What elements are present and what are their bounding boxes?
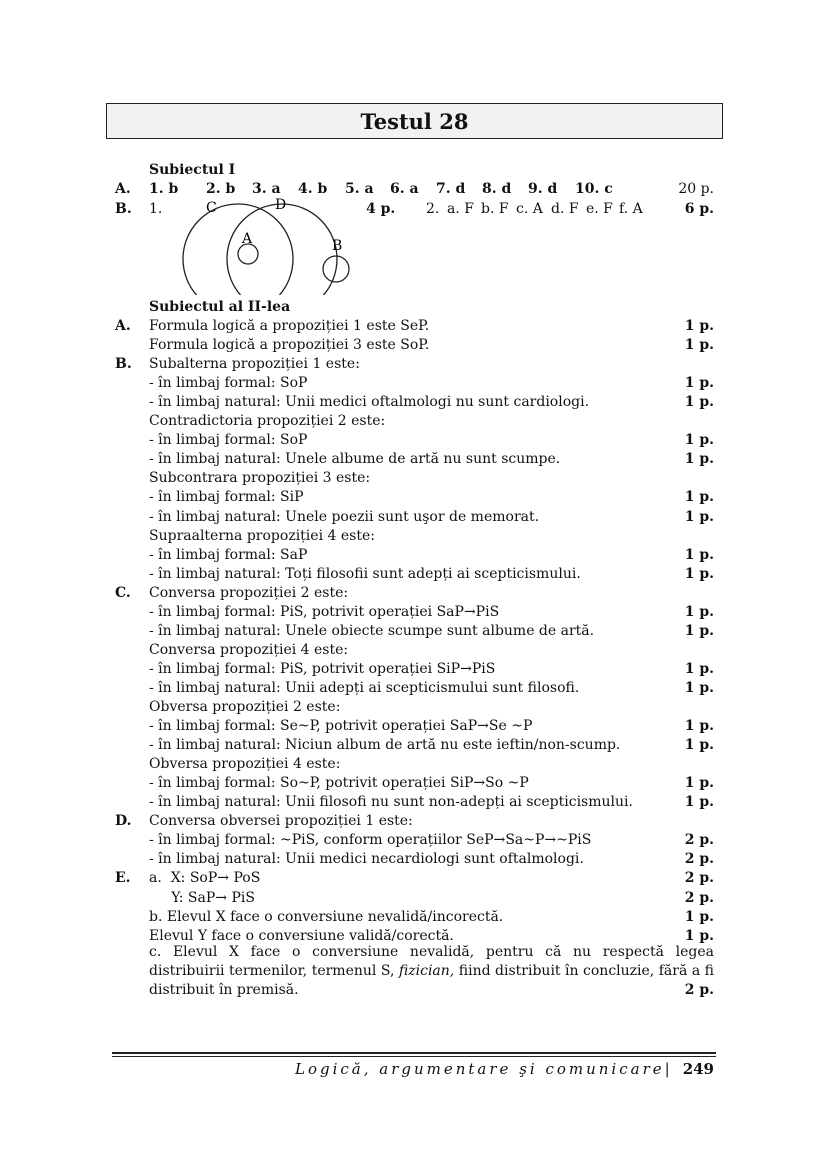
row-text: - în limbaj formal: Se~P, potrivit operației SaP→Se ~P [149,718,533,735]
row-text: - în limbaj formal: SaP [149,546,308,563]
row-text: Conversa obversei propoziției 1 este: [149,813,413,830]
row-letter: D. [115,813,132,830]
answer-row [0,509,828,528]
row-points: 1 p. [684,451,714,468]
answer-row [0,623,828,642]
answer-row [0,375,828,394]
row-text: - în limbaj formal: SoP [149,432,308,449]
s1-letter-b: B. [115,201,132,217]
row-points: 1 p. [684,603,714,620]
s1-answer-9: 9. d [528,181,558,197]
row-text: Formula logică a propoziției 1 este SeP. [149,318,430,334]
final-text-italic: fizician, [398,963,455,979]
row-points: 2 p. [684,851,714,868]
row-points: 2 p. [684,870,714,887]
row-text: Subcontrara propoziției 3 este: [149,470,371,487]
answer-row [0,642,828,661]
answer-row [0,394,828,413]
row-text: - în limbaj natural: Unii medici necardiologi sunt oftalmologi. [149,851,584,868]
row-text: - în limbaj formal: PiS, potrivit operației SaP→PiS [149,603,500,620]
answer-row [0,470,828,489]
answer-row [0,813,828,832]
answer-row [0,890,828,909]
footer-rule [112,1052,716,1054]
answer-row [0,737,828,756]
row-text: - în limbaj natural: Unele poezii sunt uşor de memorat. [149,508,540,525]
final-text-2: fiind distribuit în concluzie, fără a fi distribuit în premisă. [149,963,715,998]
subject-1-heading: Subiectul I [149,162,236,178]
s1-b-answer-a: a. F [447,201,474,217]
s1-answer-7: 7. d [436,181,466,197]
row-letter: B. [115,356,132,373]
final-points: 2 p. [684,982,714,998]
row-text: Elevul Y face o conversiune validă/corectă. [149,927,454,944]
row-text: - în limbaj formal: So~P, potrivit operației SiP→So ~P [149,775,529,792]
row-text: Supraalterna propoziției 4 este: [149,527,375,544]
row-text: - în limbaj natural: Toți filosofii sunt adepți ai scepticismului. [149,565,581,582]
answer-row [0,451,828,470]
row-text: - în limbaj formal: PiS, potrivit operației SiP→PiS [149,660,496,677]
row-text: Conversa propoziției 2 este: [149,584,349,601]
s1-b-answer-c: c. A [516,201,543,217]
s1-b-item1-points: 4 p. [366,201,396,217]
circle-c [183,204,293,295]
row-points: 1 p. [684,394,714,411]
answer-row [0,756,828,775]
row-text: Y: SaP→ PiS [149,889,255,906]
s1-b-answer-e: e. F [586,201,613,217]
s1-b-answer-d: d. F [551,201,579,217]
row-points: 1 p. [684,622,714,639]
s1-answer-4: 4. b [298,181,328,197]
row-text: Conversa propoziției 4 este: [149,641,349,658]
row-points: 1 p. [684,546,714,563]
row-text: - în limbaj formal: SoP [149,375,308,392]
answer-row [0,680,828,699]
row-points: 2 p. [684,832,714,849]
label-c: C [206,200,217,216]
answer-row [0,832,828,851]
answer-row [0,528,828,547]
s1-b-item1: 1. [149,201,163,217]
s1-answer-5: 5. a [345,181,374,197]
row-letter: A. [115,318,131,334]
row-points: 1 p. [684,679,714,696]
row-points: 1 p. [684,775,714,792]
answer-row [0,337,828,356]
row-text: Formula logică a propoziției 3 este SoP. [149,337,430,354]
final-paragraph [149,943,714,1000]
row-points: 1 p. [684,318,714,334]
final-text-1: c. Elevul X face o conversiune nevalidă, pentru că nu respectă legea distribuirii termenilor, termenul S, [149,944,714,979]
row-text: Obversa propoziției 4 este: [149,756,341,773]
answer-row [0,356,828,375]
s1-letter-a: A. [115,181,131,197]
page-footer [295,1060,714,1078]
answer-row [0,661,828,680]
label-a: A [242,231,253,247]
answer-row [0,432,828,451]
row-points: 1 p. [684,718,714,735]
s1-answer-1: 1. b [149,181,179,197]
page-number: 249 [682,1060,714,1078]
s1-answer-6: 6. a [390,181,419,197]
answer-row [0,718,828,737]
row-text: - în limbaj natural: Niciun album de artă nu este ieftin/non-scump. [149,737,621,754]
row-text: - în limbaj natural: Unii medici oftalmologi nu sunt cardiologi. [149,394,590,411]
row-points: 1 p. [684,565,714,582]
row-text: - în limbaj natural: Unele obiecte scumpe sunt albume de artă. [149,622,595,639]
label-d: D [275,197,287,213]
answer-row [0,489,828,508]
row-points: 1 p. [684,508,714,525]
row-text: Subalterna propoziției 1 este: [149,356,360,373]
row-text: b. Elevul X face o conversiune nevalidă/incorectă. [149,908,504,925]
s1-answer-2: 2. b [206,181,236,197]
answer-row [0,699,828,718]
subject-2-heading: Subiectul al II-lea [149,299,291,315]
answer-row [0,604,828,623]
s1-b-item2-label: 2. [426,201,440,217]
s1-b-points: 6 p. [684,201,714,217]
row-points: 2 p. [684,889,714,906]
row-points: 1 p. [684,489,714,506]
answer-row [0,585,828,604]
row-text: - în limbaj natural: Unii adepți ai scepticismului sunt filosofi. [149,679,580,696]
label-b: B [332,238,343,254]
answer-row [0,413,828,432]
s1-b-answer-f: f. A [619,201,643,217]
row-text: Obversa propoziției 2 este: [149,699,341,715]
row-letter: C. [115,584,131,601]
answer-row [0,775,828,794]
s1-answer-10: 10. c [575,181,613,197]
row-points: 1 p. [684,794,714,811]
row-points: 1 p. [684,927,714,944]
circle-d [227,204,337,295]
s1-a-points: 20 p. [678,181,714,197]
answer-row [0,318,828,337]
circle-a [238,244,258,264]
s1-b-answer-b: b. F [481,201,509,217]
answer-row [0,794,828,813]
row-points: 1 p. [684,908,714,925]
row-letter: E. [115,870,131,887]
row-points: 1 p. [684,737,714,754]
test-title: Testul 28 [106,103,723,139]
row-text: Contradictoria propoziției 2 este: [149,413,386,430]
answer-row [0,851,828,870]
answer-row [0,566,828,585]
s1-answer-3: 3. a [252,181,281,197]
row-points: 1 p. [684,337,714,354]
answer-row [0,870,828,889]
row-text: - în limbaj natural: Unele albume de artă nu sunt scumpe. [149,451,561,468]
footer-text: Logică, argumentare şi comunicare| [295,1060,673,1078]
row-points: 1 p. [684,660,714,677]
row-text: - în limbaj formal: SiP [149,489,304,506]
row-points: 1 p. [684,375,714,392]
footer-rule-thin [112,1056,716,1057]
row-text: - în limbaj formal: ~PiS, conform operațiilor SeP→Sa~P→~PiS [149,832,592,849]
euler-diagram [175,195,365,295]
answer-row [0,909,828,928]
s1-answer-8: 8. d [482,181,512,197]
row-text: a. X: SoP→ PoS [149,870,261,887]
row-text: - în limbaj natural: Unii filosofi nu sunt non-adepți ai scepticismului. [149,794,633,811]
answer-row [0,547,828,566]
row-points: 1 p. [684,432,714,449]
